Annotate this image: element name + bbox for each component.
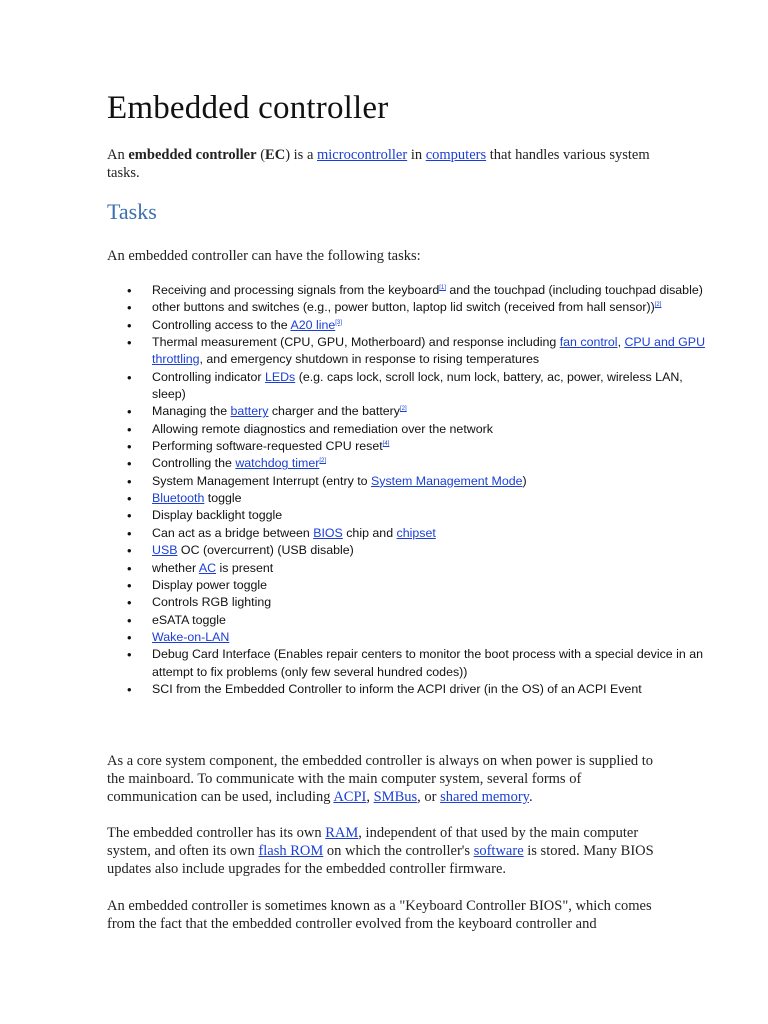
keyboard-controller-paragraph: An embedded controller is sometimes known as a "Keyboard Controller BIOS", which comes from the fact that the embedded controller evolved from the keyboard controller and — [107, 898, 652, 932]
list-item: • Performing software-requested CPU reset[4] — [152, 438, 712, 455]
task-list — [107, 282, 712, 698]
list-item: • System Management Interrupt (entry to System Management Mode) — [152, 473, 712, 490]
list-item: • USB OC (overcurrent) (USB disable) — [152, 542, 712, 559]
list-item: • Allowing remote diagnostics and remediation over the network — [152, 421, 712, 438]
reference-link[interactable]: [3] — [335, 319, 342, 326]
list-item: • Thermal measurement (CPU, GPU, Motherboard) and response including fan control, CPU and GPU throttling, and emergency shutdown in response to rising temperatures — [152, 334, 712, 369]
link-software[interactable]: software — [473, 843, 524, 859]
reference-link[interactable]: [2] — [319, 458, 327, 465]
list-item: • Controls RGB lighting — [152, 594, 712, 611]
page-title: Embedded controller — [107, 90, 389, 126]
intro-paragraph: An embedded controller (EC) is a microcontroller in computers that handles various system tasks. — [107, 147, 650, 181]
link-wake-on-lan[interactable]: Wake-on-LAN — [152, 629, 230, 644]
link-watchdog-timer[interactable]: watchdog timer — [235, 456, 320, 471]
link-bluetooth[interactable]: Bluetooth — [152, 491, 205, 506]
list-item: • Managing the battery charger and the battery[2] — [152, 403, 712, 420]
list-item — [152, 629, 712, 646]
list-item: • Debug Card Interface (Enables repair centers to monitor the boot process with a special device in an attempt to fix problems (only few several hundred codes)) — [152, 646, 712, 681]
link-flash-rom[interactable]: flash ROM — [258, 843, 324, 859]
list-item: • Controlling access to the A20 line[3] — [152, 317, 712, 334]
ram-paragraph: The embedded controller has its own RAM, independent of that used by the main computer system, and often its own flash ROM on which the controller's software is stored. Many BIOS updates also include upgrades for the embedded controller firmware. — [107, 825, 654, 877]
tasks-intro: An embedded controller can have the following tasks: — [107, 248, 421, 264]
core-component-paragraph: As a core system component, the embedded controller is always on when power is supplied to the mainboard. To communicate with the main computer system, several forms of communication can be used, including ACPI, SMBus, or shared memory. — [107, 753, 654, 805]
reference-link[interactable]: [2] — [399, 406, 407, 413]
link-leds[interactable]: LEDs — [264, 369, 296, 384]
link-battery[interactable]: battery — [230, 404, 269, 419]
link-ram[interactable]: RAM — [325, 825, 359, 841]
list-item: • Can act as a bridge between BIOS chip and chipset — [152, 525, 712, 542]
list-item: • Controlling the watchdog timer[2] — [152, 455, 712, 472]
link-bios[interactable]: BIOS — [313, 525, 343, 540]
reference-link[interactable]: [1] — [439, 285, 446, 291]
link-fan-control[interactable]: fan control — [559, 335, 618, 350]
list-item: • whether AC is present — [152, 560, 712, 577]
link-ac[interactable]: AC — [198, 560, 217, 575]
link-chipset[interactable]: chipset — [396, 525, 436, 540]
link-system-management-mode[interactable]: System Management Mode — [371, 473, 523, 488]
link-microcontroller[interactable]: microcontroller — [317, 147, 408, 163]
link-a20-line[interactable]: A20 line — [290, 317, 336, 332]
link-shared-memory[interactable]: shared memory — [440, 789, 529, 805]
link-cpu-gpu-throttling[interactable]: CPU and GPU throttling — [152, 335, 706, 367]
list-item: • Display power toggle — [152, 577, 712, 594]
list-item: • SCI from the Embedded Controller to inform the ACPI driver (in the OS) of an ACPI Event — [152, 681, 712, 698]
link-computers[interactable]: computers — [425, 147, 487, 163]
reference-link[interactable]: [4] — [382, 441, 390, 448]
link-usb[interactable]: USB — [152, 543, 178, 558]
link-smbus[interactable]: SMBus — [373, 789, 418, 805]
list-item: • Controlling indicator LEDs (e.g. caps lock, scroll lock, num lock, battery, ac, power, wireless LAN, sleep) — [152, 369, 712, 404]
section-heading-tasks: Tasks — [107, 199, 157, 224]
reference-link[interactable]: [2] — [654, 302, 662, 309]
list-item: • Display backlight toggle — [152, 507, 712, 524]
list-item: • Receiving and processing signals from the keyboard[1] and the touchpad (including touchpad disable) — [152, 282, 712, 299]
list-item: • Bluetooth toggle — [152, 490, 712, 507]
link-acpi[interactable]: ACPI — [333, 789, 367, 805]
list-item: • eSATA toggle — [152, 612, 712, 629]
list-item: • other buttons and switches (e.g., power button, laptop lid switch (received from hall sensor))[2] — [152, 299, 712, 316]
